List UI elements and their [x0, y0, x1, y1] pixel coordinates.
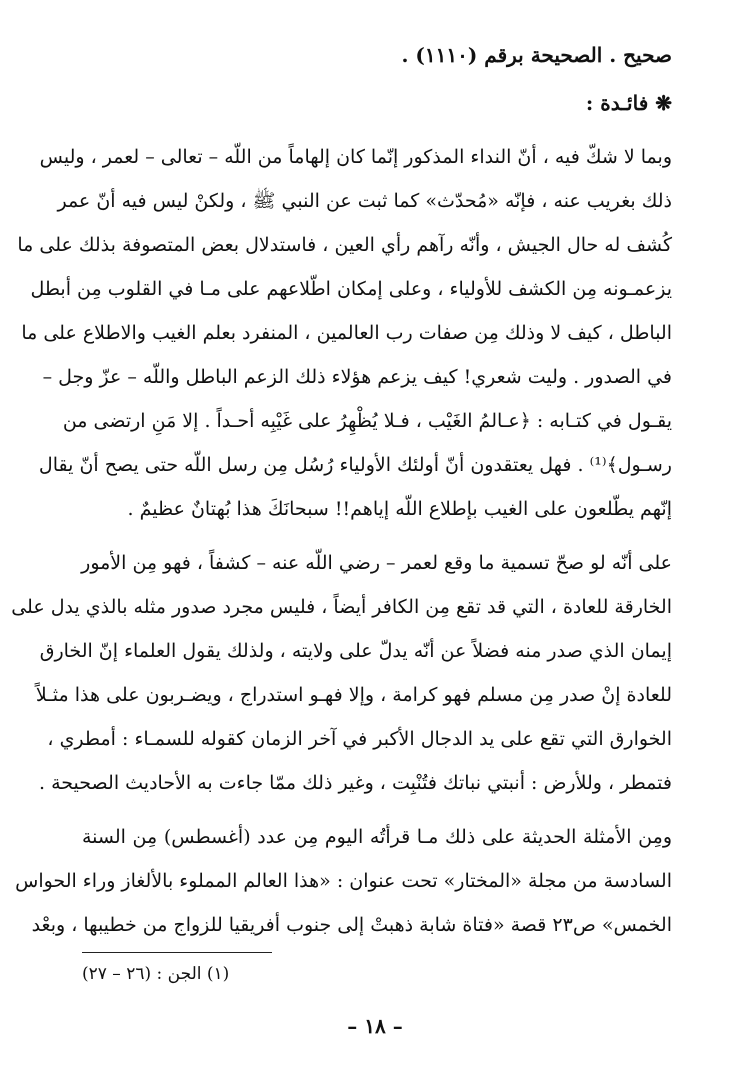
- footnote-separator: [82, 952, 272, 953]
- fawaid-heading: ❋ فائـدة :: [585, 91, 672, 115]
- text-line: الخارقة للعادة ، التي قد تقع مِن الكافر أيضاً ، فليس مجرد صدور مثله بالذي يدل على: [11, 596, 672, 618]
- text-line: ومِن الأمثلة الحديثة على ذلك مـا قرأتُه اليوم مِن عدد (أغسطس) مِن السنة: [82, 826, 672, 848]
- text-line: إنّهم يطّلعون على الغيب بإطلاع اللّه إياهم!! سبحانَكَ هذا بُهتانٌ عظيمٌ .: [127, 498, 672, 520]
- source-line: صحيح . الصحيحة برقم (١١١٠) .: [401, 43, 672, 67]
- page-number: – ١٨ –: [347, 1014, 403, 1038]
- footnote: (١) الجن : (٢٦ – ٢٧): [82, 964, 230, 984]
- text-line: يزعمـونه مِن الكشف للأولياء ، وعلى إمكان اطّلاعهم على مـا في القلوب مِن أبطل: [30, 278, 672, 300]
- text-line: وبما لا شكّ فيه ، أنّ النداء المذكور إنّما كان إلهاماً من اللّه – تعالى – لعمر ، وليس: [39, 146, 672, 168]
- text-line: الخوارق التي تقع على يد الدجال الأكبر في آخر الزمان كقوله للسمـاء : أمطري ،: [47, 728, 672, 750]
- text-line: السادسة من مجلة «المختار» تحت عنوان : «هذا العالم المملوء بالألغاز وراء الحواس: [15, 870, 672, 892]
- text-line: على أنّه لو صحّ تسمية ما وقع لعمر – رضي اللّه عنه – كشفاً ، فهو مِن الأمور: [81, 552, 672, 574]
- text-line: فتمطر ، وللأرض : أنبتي نباتك فتُنْبِت ، وغير ذلك ممّا جاءت به الأحاديث الصحيحة .: [39, 772, 672, 794]
- text-line: يقـول في كتـابه : ﴿عـالمُ الغَيْب ، فـلا يُظْهِرُ على غَيْبِه أحـداً . إلا مَنِ ارتضى من: [62, 410, 672, 432]
- text-line: في الصدور . وليت شعري! كيف يزعم هؤلاء ذلك الزعم الباطل واللّه – عزّ وجل –: [42, 366, 672, 388]
- text-line: الخمس» ص٢٣ قصة «فتاة شابة ذهبتْ إلى جنوب أفريقيا للزواج من خطيبها ، وبعْد: [31, 914, 672, 936]
- text-line: الباطل ، كيف لا وذلك مِن صفات رب العالمين ، المنفرد بعلم الغيب والاطلاع على ما: [21, 322, 672, 344]
- text-line: رسـول﴾⁽¹⁾ . فهل يعتقدون أنّ أولئك الأولياء رُسُل مِن رسل اللّه حتى يصح أنّ يقال: [38, 454, 672, 476]
- text-line: للعادة إنْ صدر مِن مسلم فهو كرامة ، وإلا فهـو استدراج ، ويضـربون على هذا مثـلاً: [35, 684, 672, 706]
- text-line: ذلك بغريب عنه ، فإنّه «مُحدّث» كما ثبت عن النبي ﷺ ، ولكنْ ليس فيه أنّ عمر: [57, 190, 672, 212]
- text-line: كُشف له حال الجيش ، وأنّه رآهم رأي العين ، فاستدلال بعض المتصوفة بذلك على ما: [17, 234, 672, 256]
- text-line: إيمان الذي صدر منه فضلاً عن أنّه يدلّ على ولايته ، ولذلك يقول العلماء إنّ الخارق: [39, 640, 672, 662]
